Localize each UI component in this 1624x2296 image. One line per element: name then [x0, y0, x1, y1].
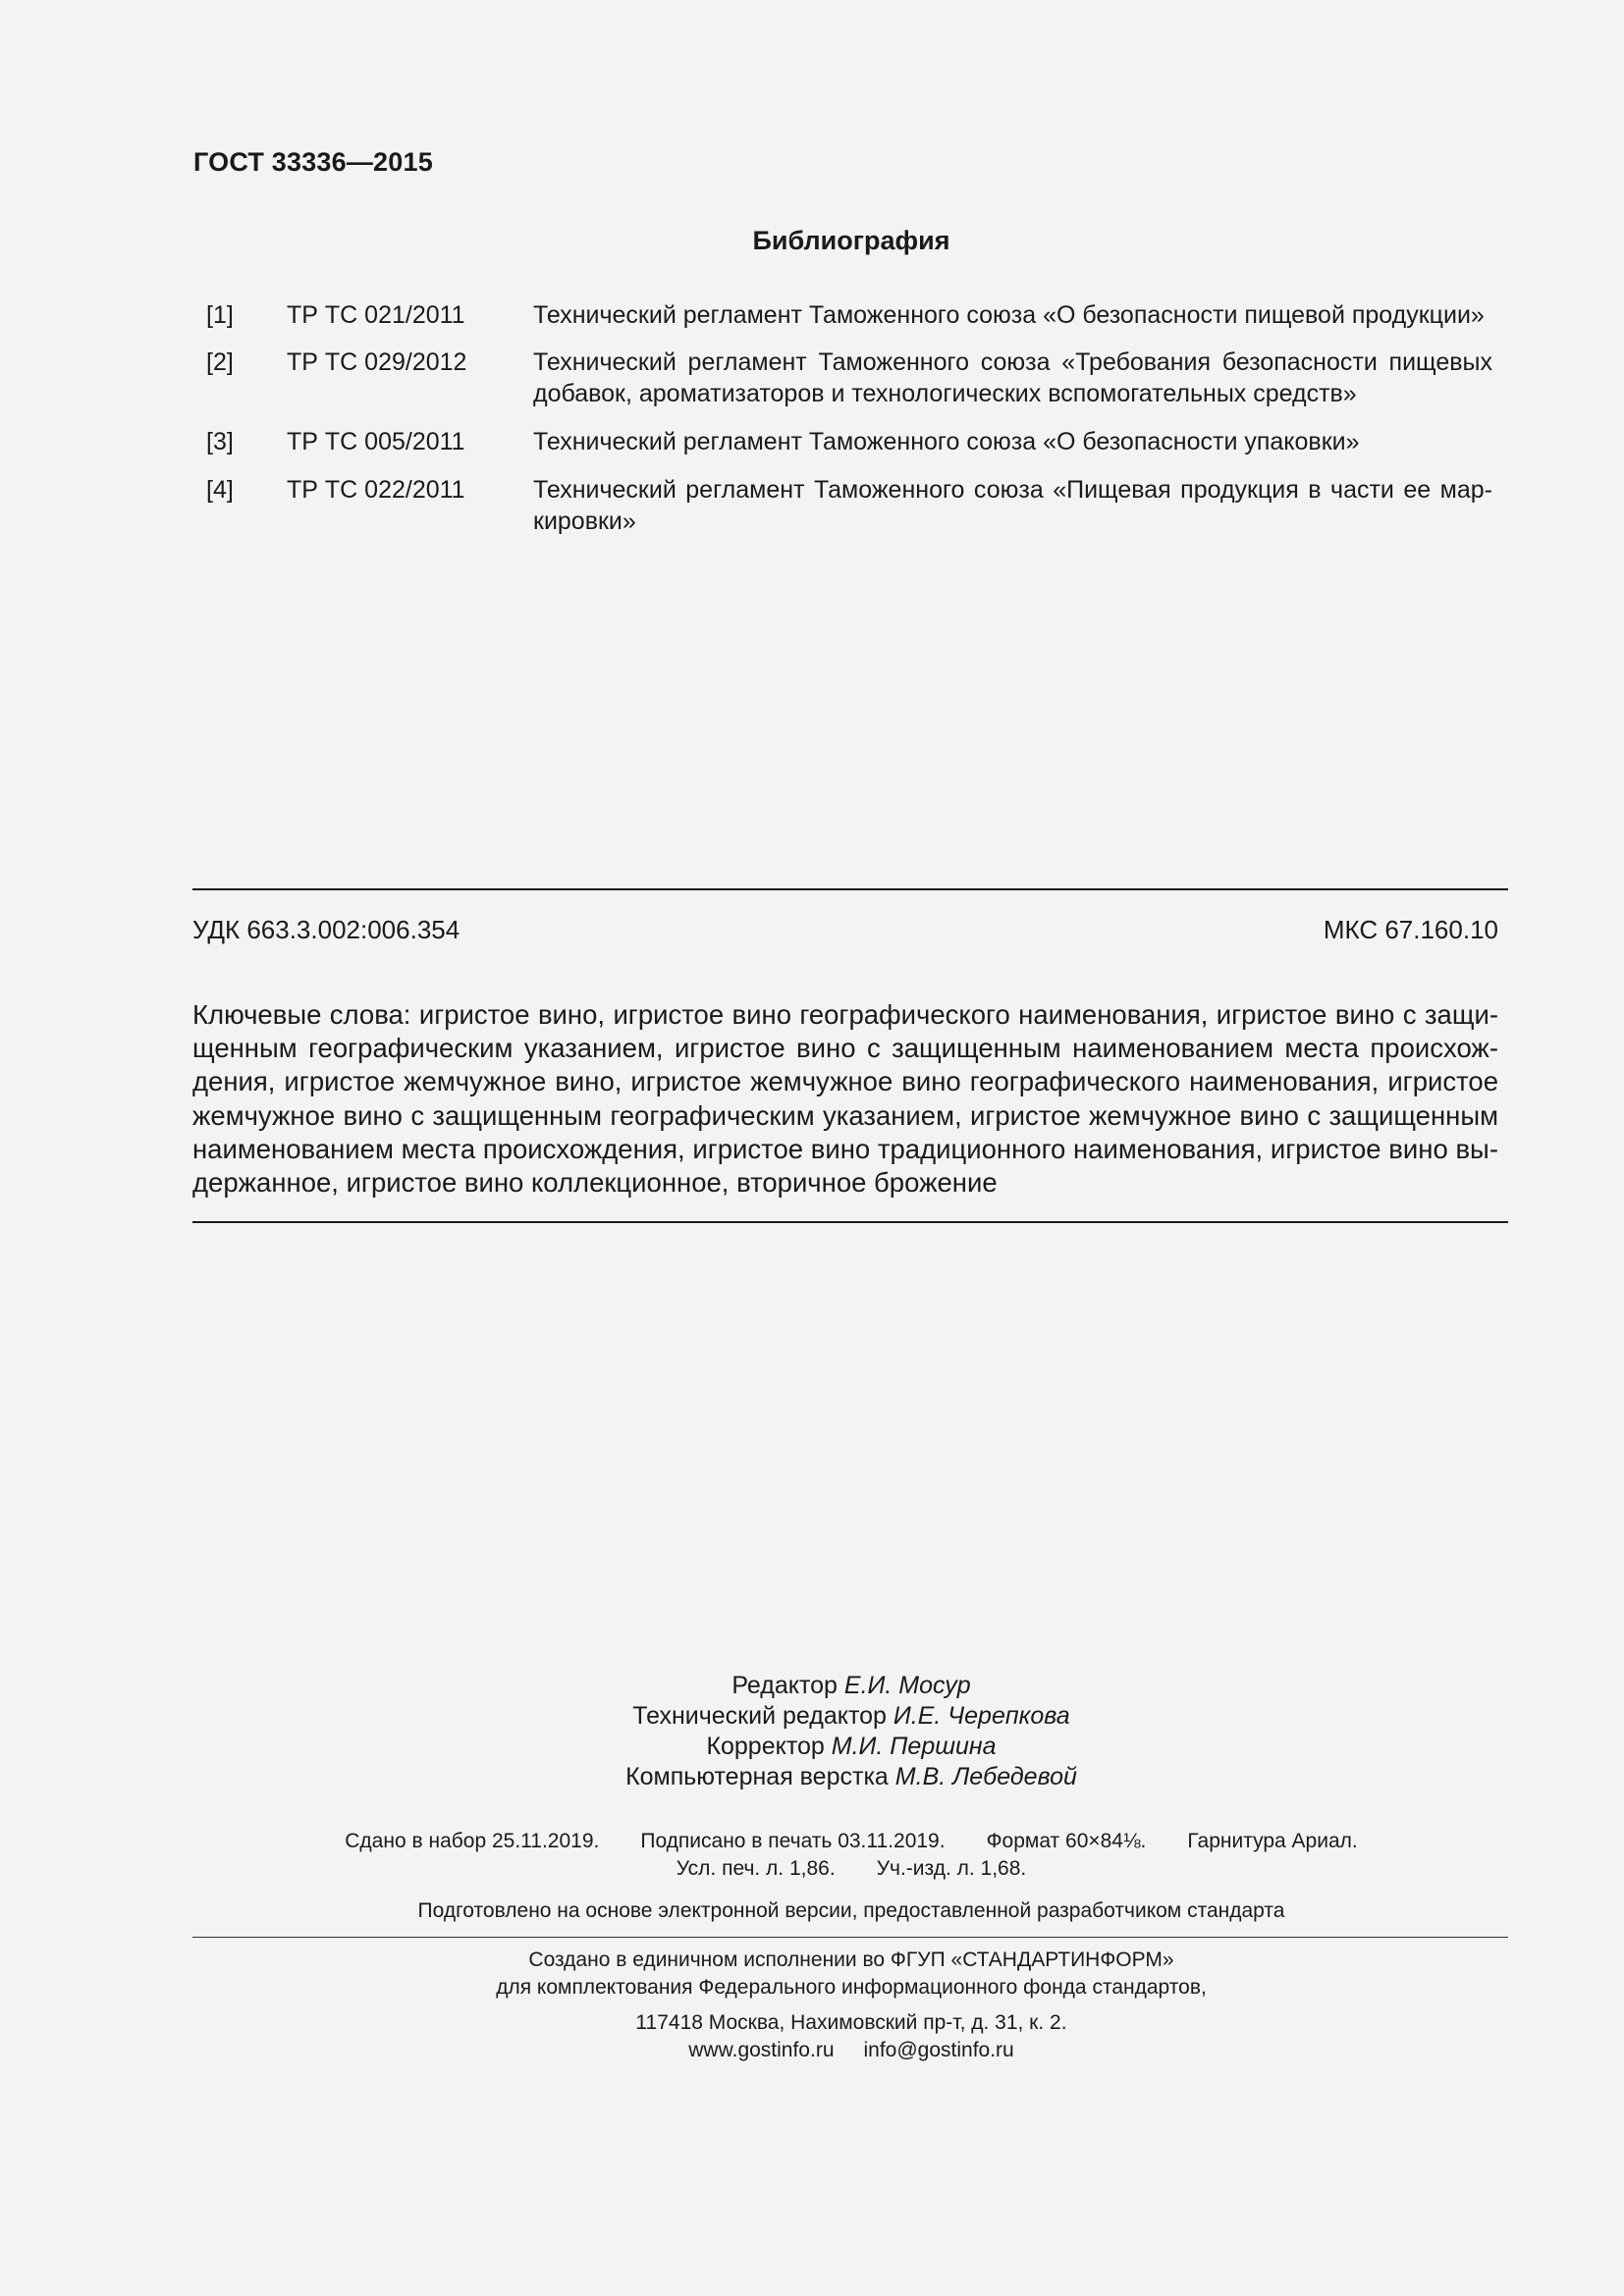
bibliography-list: [206, 299, 1492, 537]
bibliography-item-code: ТР ТС 021/2011: [287, 301, 465, 329]
prepared-note: Подготовлено на основе электронной версии, предоставленной разработчиком стандарта: [417, 1899, 1285, 1922]
bibliography-item-text: Технический регламент Таможенного союза «Требования безопасности пищевых добавок, ароматизаторов и технологических вспомогательных средств»: [533, 348, 1492, 407]
bibliography-item-number: [1]: [206, 301, 234, 329]
udk-code: УДК 663.3.002:006.354: [192, 915, 460, 944]
divider-top: [192, 888, 1508, 890]
bibliography-item-code: ТР ТС 022/2011: [287, 476, 465, 504]
bibliography-item-text: Технический регламент Таможенного союза «Пищевая продукция в части ее маркировки»: [533, 476, 1492, 535]
bibliography-item-code: ТР ТС 005/2011: [287, 428, 465, 455]
bibliography-item-text: Технический регламент Таможенного союза «О безопасности пищевой продукции»: [533, 301, 1485, 329]
typeface: Гарнитура Ариал.: [1187, 1830, 1358, 1852]
paper-format: Формат 60×84⅛.: [986, 1830, 1147, 1852]
credit-layout: Компьютерная верстка М.В. Лебедевой: [625, 1763, 1077, 1790]
print-sheets: Усл. печ. л. 1,86.: [676, 1857, 836, 1880]
credit-corrector: Корректор М.И. Першина: [706, 1733, 997, 1760]
bibliography-title: Библиография: [752, 226, 950, 255]
bibliography-item: [206, 474, 1492, 537]
publishing-sheets: Уч.-изд. л. 1,68.: [876, 1857, 1027, 1880]
bibliography-item-number: [3]: [206, 428, 234, 455]
publisher-address: 117418 Москва, Нахимовский пр-т, д. 31, к. 2.: [635, 2011, 1067, 2034]
bibliography-item-text: Технический регламент Таможенного союза «О безопасности упаковки»: [533, 428, 1360, 455]
print-info: [0, 1828, 1624, 1883]
publisher-block: [0, 1947, 1624, 2064]
keywords-paragraph: Ключевые слова: игристое вино, игристое вино географического наименования, игристое вино с защищенным географическим указанием, игристое вино с защищенным наименованием места происхождения, игристое жемчужное вино, игристое жемчужное вино географического наименования, игристое жемчужное вино с защищенным географическим указанием, игристое жемчужное вино с защищенным наименованием места происхождения, игристое вино традиционного наименования, игристое вино выдержанное, игристое вино коллекционное, вторичное брожение: [192, 999, 1498, 1199]
signed-date: Подписано в печать 03.11.2019.: [640, 1830, 946, 1852]
publisher-line-1: Создано в единичном исполнении во ФГУП «СТАНДАРТИНФОРМ»: [528, 1949, 1174, 1971]
publisher-line-2: для комплектования Федерального информационного фонда стандартов,: [496, 1976, 1207, 1999]
bibliography-item: [206, 299, 1492, 331]
document-id: ГОСТ 33336—2015: [193, 147, 433, 177]
bibliography-item-number: [2]: [206, 348, 234, 376]
publisher-website[interactable]: www.gostinfo.ru: [688, 2039, 835, 2061]
bibliography-item-number: [4]: [206, 476, 234, 504]
credit-editor: Редактор Е.И. Мосур: [731, 1672, 971, 1699]
bibliography-item: [206, 426, 1492, 457]
credit-tech-editor: Технический редактор И.Е. Черепкова: [632, 1702, 1070, 1730]
bibliography-item: [206, 347, 1492, 409]
bibliography-item-code: ТР ТС 029/2012: [287, 348, 467, 376]
credits-block: [0, 1671, 1624, 1792]
publisher-email[interactable]: info@gostinfo.ru: [863, 2039, 1014, 2061]
mks-code: МКС 67.160.10: [1323, 915, 1498, 944]
divider-keywords: [192, 1221, 1508, 1223]
divider-publisher: [192, 1937, 1508, 1938]
submitted-date: Сдано в набор 25.11.2019.: [345, 1830, 600, 1852]
